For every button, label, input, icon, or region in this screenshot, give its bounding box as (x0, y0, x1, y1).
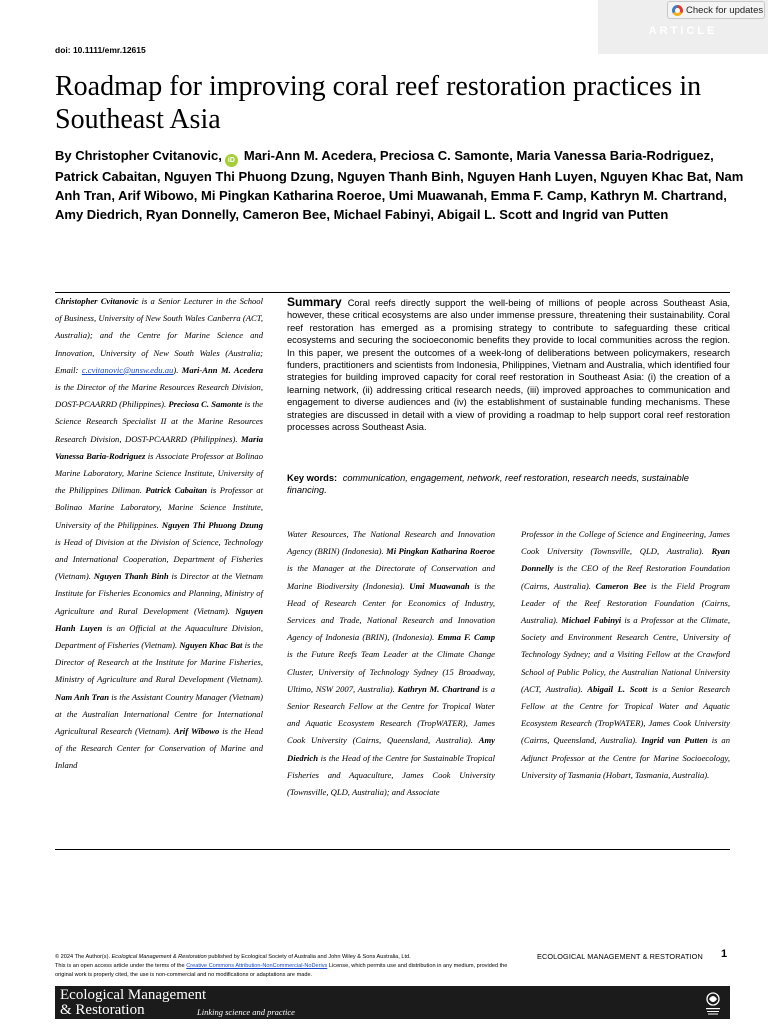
article-title: Roadmap for improving coral reef restoration practices in Southeast Asia (55, 71, 702, 135)
journal-banner (55, 986, 730, 1019)
author-list (55, 146, 745, 224)
crossmark-icon (672, 5, 683, 16)
orcid-icon[interactable]: iD (225, 154, 238, 167)
keywords-label: Key words: (287, 473, 338, 483)
affiliations-column-3: Professor in the College of Science and Engineering, James Cook University (Townsville, QLD, Australia). Ryan Donnelly is the CEO of the Reef Restoration Foundation (Cairns, Australia). Cameron Bee is the Field Program Leader of the Reef Restoration Foundation (Cairns, Australia). Michael Fabinyi is a Professor at the Climate, Society and Environment Research Centre, University of Technology Sydney; and a Visiting Fellow at the Crawford School of Public Policy, the Australian National University (ACT, Australia). Abigail L. Scott is a Senior Research Fellow at the Centre for Tropical Water and Aquatic Ecosystem Research (TropWATER), James Cook University (Cairns, Queensland, Australia). Ingrid van Putten is an Adjunct Professor at the Centre for Marine Socioecology, University of Tasmania (Hobart, Tasmania, Australia). (521, 529, 730, 780)
summary-heading: Summary (287, 295, 342, 309)
first-author: By Christopher Cvitanovic, (55, 148, 222, 163)
check-for-updates-label: Check for updates (686, 4, 764, 16)
affiliations-column-1: Christopher Cvitanovic is a Senior Lecturer in the School of Business, University of New South Wales Canberra (ACT, Australia); and the Centre for Marine Science and Innovation, University of New South Wales (Australia; Email: c.cvitanovic@unsw.edu.au). Mari-Ann M. Acedera is the Director of the Marine Resources Research Division, DOST-PCAARRD (Philippines). Preciosa C. Samonte is the Science Research Specialist II at the Marine Resources Research Division, DOST-PCAARRD (Philippines). Maria Vanessa Baria-Rodriguez is Associate Professor at Bolinao Marine Laboratory, Marine Science Institute, University of the Philippines Diliman. Patrick Cabaitan is Professor at Bolinao Marine Laboratory, Marine Science Institute, University of the Philippines. Nguyen Thi Phuong Dzung is Head of Division at the Division of Science, Technology and International Cooperation, Department of Fisheries (Vietnam). Nguyen Thanh Binh is Director at the Vietnam Institute for Fisheries Economics and Planning, Ministry of Agriculture and Rural Development (Vietnam). Nguyen Hanh Luyen is an Official at the Aquaculture Division, Department of Fisheries (Vietnam). Nguyen Khac Bat is the Director of Research at the Institute for Marine Fisheries, Ministry of Agriculture and Rural Development (Vietnam). Nam Anh Tran is the Assistant Country Manager (Vietnam) at the Australian International Centre for International Agricultural Research (Vietnam). Arif Wibowo is the Head of the Research Center for Conservation of Marine and Inland (55, 296, 264, 771)
summary-text: Coral reefs directly support the well-being of millions of people across Southeast Asia, however, these critical ecosystems are also under immense pressure, threatening their sustainability. Coral reef restoration has emerged as a promising strategy to contribute to safeguarding these critical ecosystems and securing the socioeconomic benefits they provide to local communities across the region. In this paper, we present the outcomes of a week-long of deliberations between policymakers, research funders, practitioners and scientists from Indonesia, Philippines, Vietnam and Australia, which identified four strategies for building improved capacity for coral reef restoration in Southeast Asia: (i) the creation of a learning network, (ii) addressing critical research needs, (iii) improved approaches to communication and engagement to diverse audiences and (iv) the establishment of sustainable funding mechanisms. These strategies are discussed in detail with a view of providing a roadmap to help support coral reef restoration processes across Southeast Asia. (287, 298, 730, 433)
doi: doi: 10.1111/emr.12615 (55, 45, 146, 55)
page-number: 1 (721, 948, 728, 960)
running-journal-title: ECOLOGICAL MANAGEMENT & RESTORATION (537, 952, 703, 961)
keywords (287, 472, 730, 497)
co-authors: Mari-Ann M. Acedera, Preciosa C. Samonte, Maria Vanessa Baria-Rodriguez, Patrick Cabaitan, Nguyen Thi Phuong Dzung, Nguyen Thanh Binh, Nguyen Hanh Luyen, Nguyen Khac Bat, Nam Anh Tran, Arif Wibowo, Mi Pingkan Katharina Roeroe, Umi Muawanah, Emma F. Camp, Kathryn M. Chartrand, Amy Diedrich, Ryan Donnelly, Cameron Bee, Michael Fabinyi, Abigail L. Scott and Ingrid van Putten (55, 148, 744, 222)
banner-tagline: Linking science and practice (197, 1007, 295, 1017)
license-link[interactable]: Creative Commons Attribution-NonCommercial-NoDerivs (186, 962, 328, 969)
bottom-divider (55, 849, 730, 850)
keywords-list: communication, engagement, network, reef restoration, research needs, sustainable financing. (287, 473, 689, 496)
society-logo-icon (703, 990, 723, 1016)
summary-block (287, 296, 730, 433)
banner-title-line-1: Ecological Management (60, 987, 207, 1003)
affiliations-column-2: Water Resources, The National Research and Innovation Agency (BRIN) (Indonesia). Mi Pingkan Katharina Roeroe is the Manager at the Directorate of Conservation and Marine Biodiversity (Indonesia). Umi Muawanah is the Head of Research Center for Economics of Industry, Services and Trade, National Research and Innovation Agency of Indonesia (BRIN), (Indonesia). Emma F. Camp is the Future Reefs Team Leader at the Climate Change Cluster, University of Technology Sydney (15 Broadway, Ultimo, NSW 2007, Australia). Kathryn M. Chartrand is a Senior Research Fellow at the Centre for Tropical Water and Aquatic Ecosystem Research (TropWATER), James Cook University (Cairns, Queensland, Australia). Amy Diedrich is the Head of the Centre for Sustainable Tropical Fisheries and Aquaculture, James Cook University (Townsville, QLD, Australia); and Associate (287, 529, 496, 798)
check-for-updates-button[interactable] (667, 1, 765, 19)
copyright-notice: © 2024 The Author(s). Ecological Management & Restoration published by Ecological Society of Australia and John Wiley & Sons Australia, Ltd. This is an open access article under the terms of the Creative Commons Attribution-NonCommercial-NoDerivs License, which permits use and distribution in any medium, provided the original work is properly cited, the use is non-commercial and no modifications or adaptations are made. (55, 954, 508, 978)
banner-title-line-2: & Restoration (60, 1002, 145, 1018)
article-type-label: ARTICLE (648, 25, 718, 37)
author-email-link[interactable]: c.cvitanovic@unsw.edu.au (81, 364, 174, 375)
